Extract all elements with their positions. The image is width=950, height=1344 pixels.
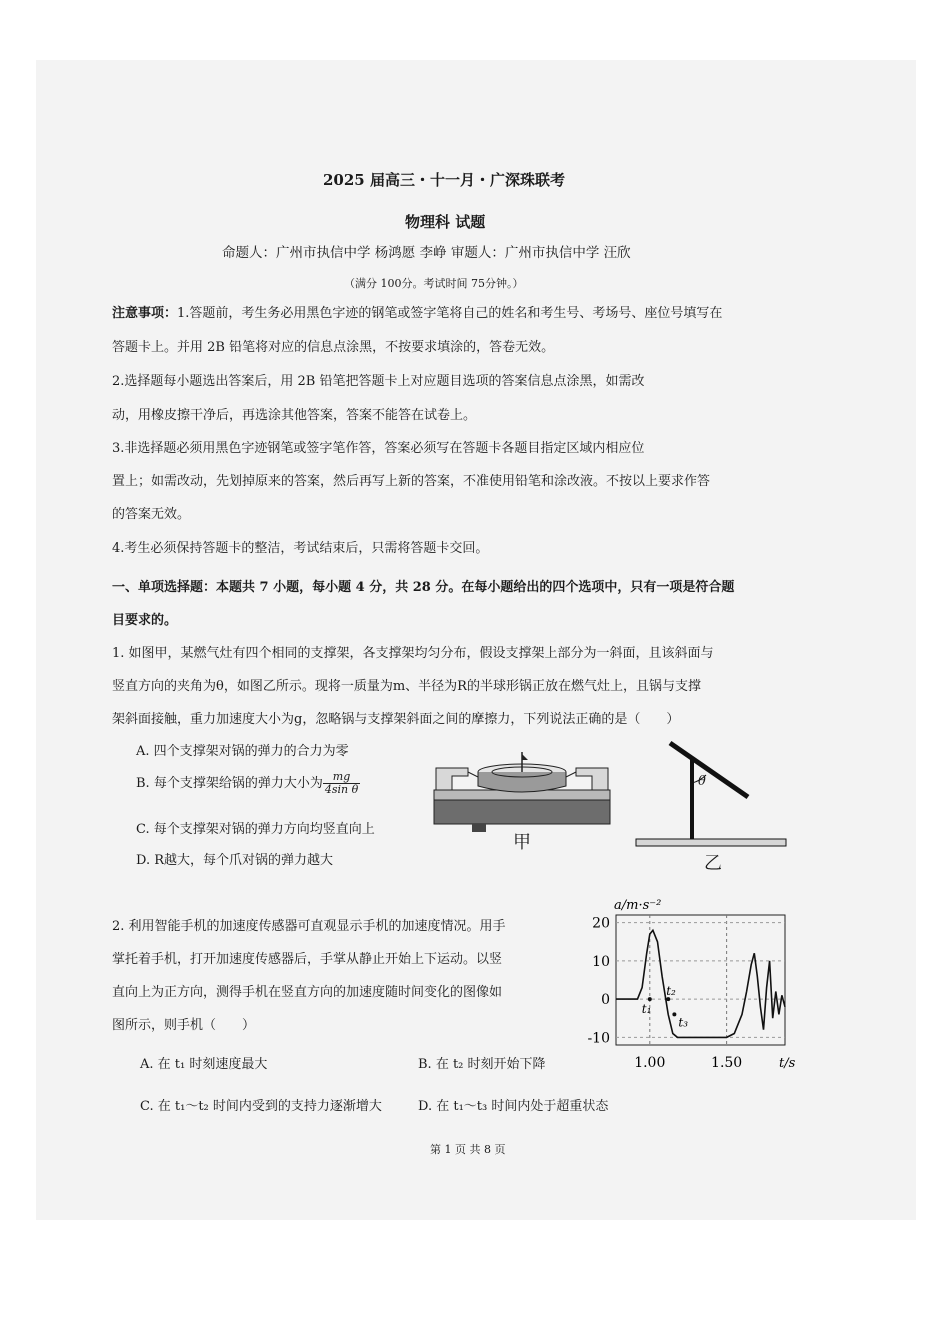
point-label: t₃: [678, 1015, 689, 1030]
point-marker: [672, 1012, 676, 1016]
ground-plate: [636, 839, 786, 846]
pot-body: [478, 772, 566, 792]
q1-option-b-fraction: [323, 771, 360, 796]
x-axis-label: t/s: [779, 1056, 796, 1071]
notice-line-3: 2.选择题每小题选出答案后，用 2B 铅笔把答题卡上对应题目选项的答案信息点涂黑，如需改: [112, 374, 645, 389]
y-tick-label: 0: [601, 992, 610, 1009]
notice-label: 注意事项：: [112, 306, 178, 321]
y-axis-label: a/m·s⁻²: [614, 898, 662, 913]
y-tick-label: 20: [592, 915, 610, 932]
incline-plate: [670, 743, 748, 797]
q2-stem-1: 2. 利用智能手机的加速度传感器可直观显示手机的加速度情况。用手: [112, 919, 506, 934]
q1-option-d: D. R越大，每个爪对锅的弹力越大: [136, 853, 334, 868]
acceleration-chart: [580, 895, 805, 1085]
authors-line: 命题人：广州市执信中学 杨鸿愿 李峥 审题人：广州市执信中学 汪欣: [222, 245, 631, 261]
q2-stem-3: 直向上为正方向，测得手机在竖直方向的加速度随时间变化的图像如: [112, 985, 503, 1000]
notice-line-1: [112, 306, 722, 322]
q1-option-b-text: B. 每个支撑架给锅的弹力大小为: [136, 776, 323, 791]
notice-line-6: 置上；如需改动，先划掉原来的答案，然后再写上新的答案，不准使用铅笔和涂改液。不按以上要求作答: [112, 474, 711, 489]
q2-stem-4: 图所示，则手机（ ）: [112, 1018, 256, 1033]
plot-frame: [616, 915, 785, 1045]
q2-stem-2: 掌托着手机，打开加速度传感器后，手掌从静止开始上下运动。以竖: [112, 952, 503, 967]
incline-figure: [630, 735, 790, 855]
exam-title: 2025 届高三・十一月・广深珠联考: [323, 171, 565, 189]
fig-label-jia: 甲: [513, 832, 531, 853]
x-tick-label: 1.00: [634, 1055, 666, 1071]
q1-stem-1: 1. 如图甲，某燃气灶有四个相同的支撑架，各支撑架均匀分布，假设支撑架上部分为一斜面，且该斜面与: [112, 646, 714, 661]
q2-option-d: D. 在 t₁～t₃ 时间内处于超重状态: [418, 1099, 609, 1114]
notice-line-8: 4.考生必须保持答题卡的整洁，考试结束后，只需将答题卡交回。: [112, 541, 489, 556]
notice-line-7: 的答案无效。: [112, 507, 191, 522]
q2-option-a: A. 在 t₁ 时刻速度最大: [140, 1057, 268, 1072]
theta-label: θ: [698, 774, 706, 789]
q1-option-a: A. 四个支撑架对锅的弹力的合力为零: [136, 744, 349, 759]
section-heading-2: 目要求的。: [112, 613, 178, 628]
fig-label-yi: 乙: [704, 853, 722, 874]
q1-option-c: C. 每个支撑架对锅的弹力方向均竖直向上: [136, 822, 375, 837]
point-marker: [648, 997, 652, 1001]
acceleration-curve: [616, 930, 785, 1037]
y-tick-label: -10: [587, 1030, 610, 1047]
page-number: 第 1 页 共 8 页: [430, 1143, 506, 1156]
notice-text-1: 1.答题前，考生务必用黑色字迹的钢笔或签字笔将自己的姓名和考生号、考场号、座位号填写在: [177, 306, 723, 321]
point-label: t₂: [666, 984, 676, 999]
right-support: [576, 768, 608, 790]
subject-title: 物理科 试题: [405, 213, 486, 231]
notice-line-5: 3.非选择题必须用黑色字迹钢笔或签字笔作答，答案必须写在答题卡各题目指定区域内相应位: [112, 441, 645, 456]
point-label: t₁: [641, 1002, 652, 1017]
q1-stem-3: 架斜面接触，重力加速度大小为g，忽略锅与支撑架斜面之间的摩擦力，下列说法正确的是（ ）: [112, 712, 680, 727]
q1-stem-2: 竖直方向的夹角为θ，如图乙所示。现将一质量为m、半径为R的半球形锅正放在燃气灶上，且锅与支撑: [112, 679, 701, 694]
notice-line-4: 动，用橡皮擦干净后，再选涂其他答案，答案不能答在试卷上。: [112, 408, 477, 423]
stove-base: [434, 798, 610, 824]
q2-option-b: B. 在 t₂ 时刻开始下降: [418, 1057, 546, 1072]
fraction-numerator: mg: [323, 771, 360, 784]
x-tick-label: 1.50: [711, 1055, 743, 1071]
left-support: [436, 768, 468, 790]
notice-line-2: 答题卡上。并用 2B 铅笔将对应的信息点涂黑，不按要求填涂的，答卷无效。: [112, 340, 555, 355]
q2-option-c: C. 在 t₁～t₂ 时间内受到的支持力逐渐增大: [140, 1099, 382, 1114]
score-time: （满分 100分。考试时间 75分钟。）: [344, 277, 524, 290]
q1-option-b: [136, 770, 360, 798]
fraction-denominator: 4sin θ: [324, 783, 359, 796]
section-heading: 一、单项选择题：本题共 7 小题，每小题 4 分，共 28 分。在每小题给出的四个选项中，只有一项是符合题: [112, 580, 735, 595]
y-tick-label: 10: [592, 953, 610, 970]
